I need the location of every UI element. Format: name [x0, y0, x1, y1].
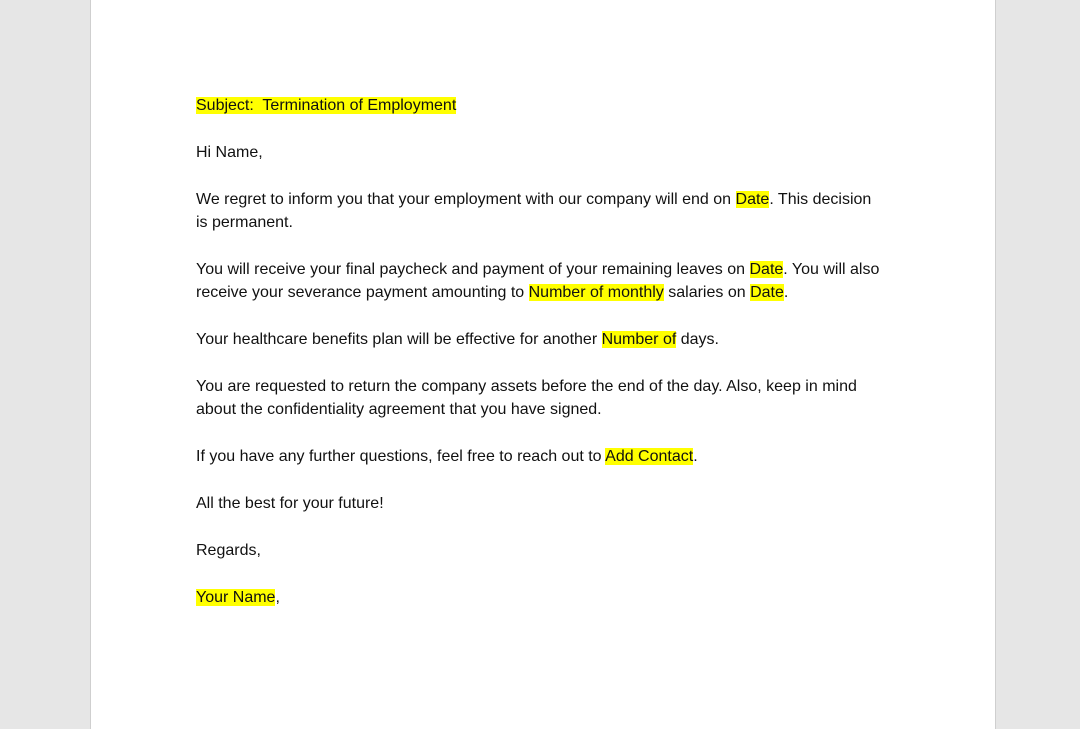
subject-line — [196, 94, 886, 117]
signature-line — [196, 586, 886, 609]
closing-line: Regards, — [196, 542, 261, 559]
greeting: Hi Name, — [196, 144, 263, 161]
paragraph-end-date — [196, 188, 886, 234]
paragraph-text: . — [693, 448, 698, 465]
placeholder-date: Date — [749, 261, 784, 278]
placeholder-date: Date — [735, 191, 770, 208]
placeholder-your-name: Your Name — [196, 589, 276, 606]
paragraph-payment — [196, 258, 886, 304]
paragraph-contact — [196, 445, 886, 468]
placeholder-date: Date — [750, 284, 784, 301]
signature-punctuation: , — [275, 589, 280, 606]
paragraph-healthcare — [196, 328, 886, 351]
paragraph-assets: You are requested to return the company assets before the end of the day. Also, keep in mind about the confidentiality agreement that you have signed. — [196, 378, 857, 418]
subject-highlight: Subject: Termination of Employment — [196, 97, 457, 114]
paragraph-text: You will receive your final paycheck and payment of your remaining leaves on — [196, 261, 750, 278]
placeholder-contact: Add Contact — [605, 448, 694, 465]
paragraph-text: We regret to inform you that your employment with our company will end on — [196, 191, 736, 208]
paragraph-text: days. — [676, 331, 719, 348]
paragraph-wishes: All the best for your future! — [196, 495, 384, 512]
document-body[interactable] — [196, 94, 886, 633]
paragraph-text: salaries on — [663, 284, 751, 301]
paragraph-text: . — [783, 284, 789, 301]
document-page — [90, 0, 996, 729]
paragraph-text: Your healthcare benefits plan will be effective for another — [196, 331, 602, 348]
paragraph-text: . This decision is permanent. — [196, 191, 872, 231]
placeholder-days-count: Number of — [601, 331, 677, 348]
paragraph-text: If you have any further questions, feel free to reach out to — [196, 448, 606, 465]
placeholder-monthly-count: Number of monthly — [528, 284, 664, 301]
paragraph-text: . You will also receive your severance payment amounting to — [196, 261, 880, 301]
